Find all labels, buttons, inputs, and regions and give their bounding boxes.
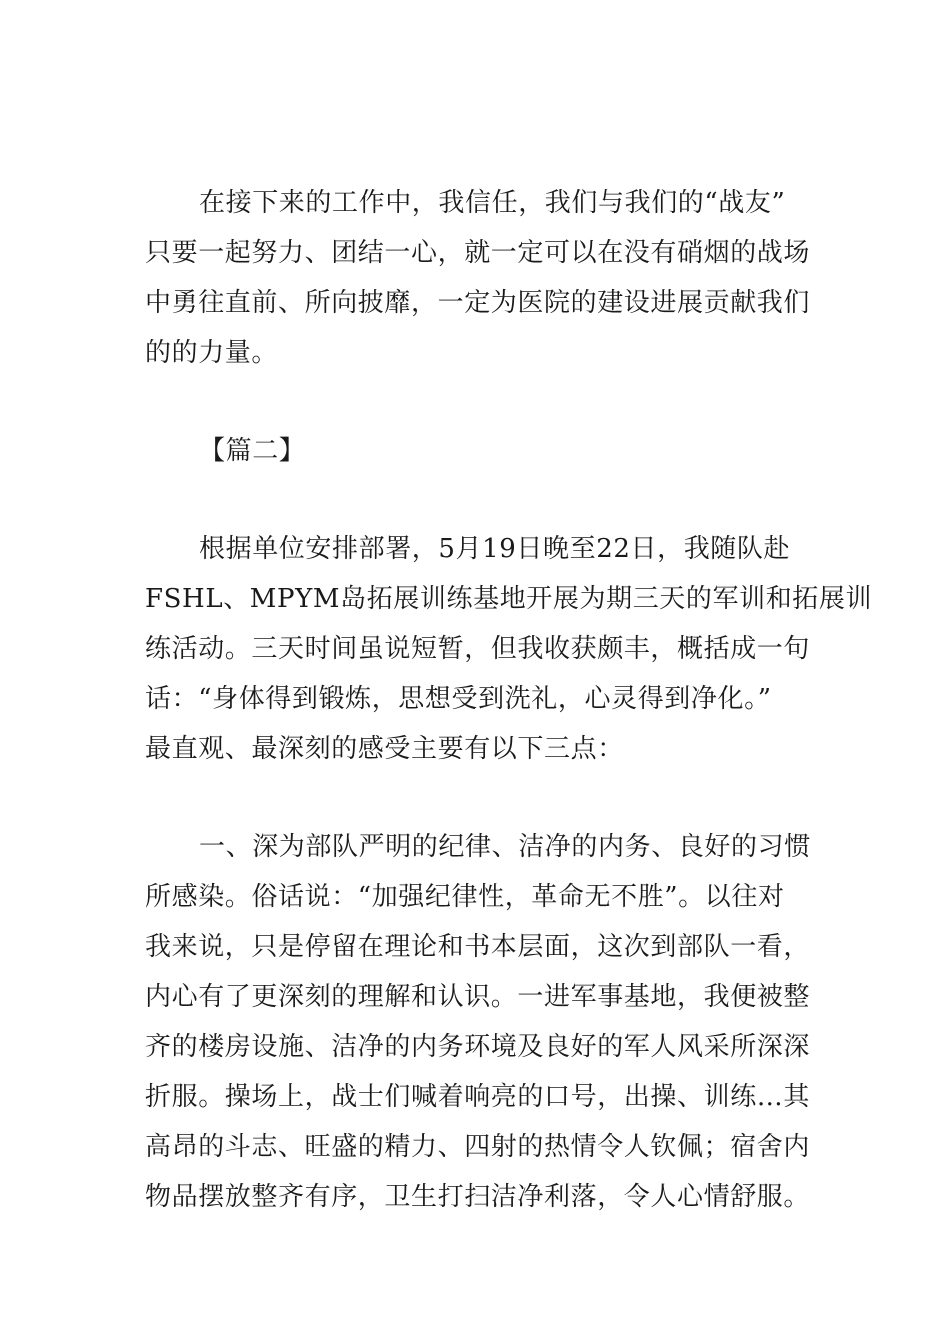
paragraph-line: 在接下来的工作中，我信任，我们与我们的“战友” bbox=[199, 188, 786, 218]
paragraph-3 bbox=[145, 822, 810, 1222]
paragraph-line: 物品摆放整齐有序，卫生打扫洁净利落，令人心情舒服。 bbox=[145, 1182, 811, 1212]
spacer bbox=[145, 476, 810, 524]
paragraph-line: 只要一起努力、团结一心，就一定可以在没有硝烟的战场 bbox=[145, 238, 811, 268]
paragraph-line: 练活动。三天时间虽说短暂，但我收获颇丰，概括成一句 bbox=[145, 634, 811, 664]
section-heading: 【篇二】 bbox=[199, 436, 306, 466]
paragraph-line: 根据单位安排部署，5月19日晚至22日，我随队赴 bbox=[199, 534, 791, 564]
paragraph-line: FSHL、MPYM岛拓展训练基地开展为期三天的军训和拓展训 bbox=[145, 584, 873, 614]
spacer bbox=[145, 378, 810, 426]
paragraph-line: 高昂的斗志、旺盛的精力、四射的热情令人钦佩；宿舍内 bbox=[145, 1132, 811, 1162]
paragraph-line: 折服。操场上，战士们喊着响亮的口号，出操、训练…其 bbox=[145, 1082, 811, 1112]
document-page bbox=[145, 178, 873, 1222]
paragraph-line: 最直观、最深刻的感受主要有以下三点： bbox=[145, 734, 624, 764]
paragraph-line: 内心有了更深刻的理解和认识。一进军事基地，我便被整 bbox=[145, 982, 811, 1012]
paragraph-2 bbox=[145, 524, 873, 774]
spacer bbox=[145, 774, 810, 822]
paragraph-line: 中勇往直前、所向披靡，一定为医院的建设进展贡献我们 bbox=[145, 288, 811, 318]
paragraph-1 bbox=[145, 178, 810, 378]
paragraph-line: 一、深为部队严明的纪律、洁净的内务、良好的习惯 bbox=[199, 832, 811, 862]
paragraph-line: 的的力量。 bbox=[145, 338, 279, 368]
paragraph-line: 我来说，只是停留在理论和书本层面，这次到部队一看， bbox=[145, 932, 811, 962]
paragraph-line: 所感染。俗话说：“加强纪律性，革命无不胜”。以往对 bbox=[145, 882, 785, 912]
paragraph-line: 话：“身体得到锻炼，思想受到洗礼，心灵得到净化。” bbox=[145, 684, 772, 714]
paragraph-line: 齐的楼房设施、洁净的内务环境及良好的军人风采所深深 bbox=[145, 1032, 811, 1062]
